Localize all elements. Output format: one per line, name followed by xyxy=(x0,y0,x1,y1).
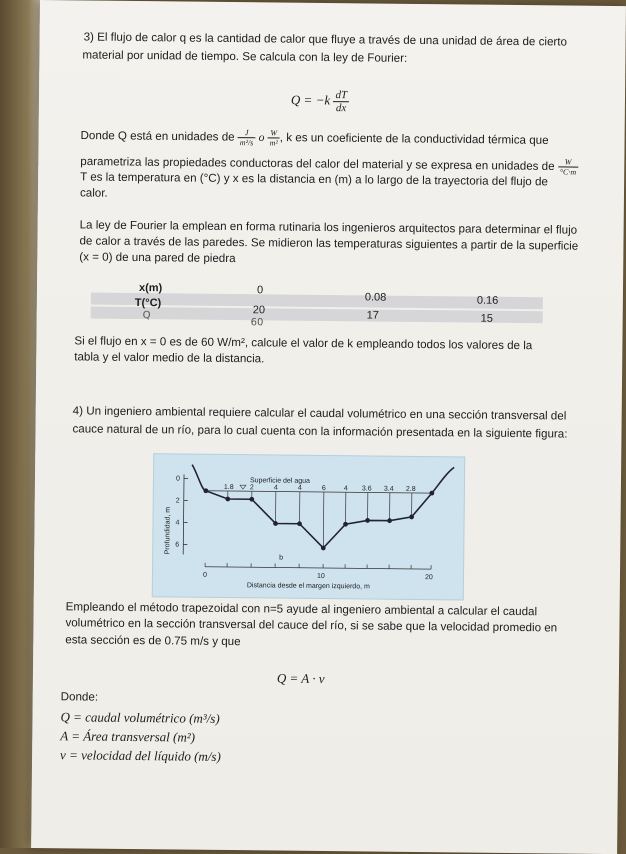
q4-donde: Donde: xyxy=(61,690,99,704)
q3-line2: material por unidad de tiempo. Se calcula con la ley de Fourier: xyxy=(82,48,407,65)
depth-label-2: 2 xyxy=(250,484,254,491)
figure-y-axis-label: Profundidad, m xyxy=(164,507,171,555)
y-tick-0: 0 xyxy=(176,475,180,482)
q4-p1-line2: volumétrico en la sección transversal del cauce del río, si se sabe que la velocidad promedio en xyxy=(65,616,557,635)
q3-T-line: T es la temperatura en (°C) y x es la distancia en (m) a lo largo de la trayectoria del flujo de xyxy=(80,170,548,189)
x-tick-label-10: 10 xyxy=(317,573,325,580)
def-v: v = velocidad del líquido (m/s) xyxy=(60,747,221,765)
table-x-0: 0 xyxy=(257,284,263,296)
depth-line-5 xyxy=(323,492,324,548)
fourier-equation xyxy=(291,89,349,115)
unit-or: o xyxy=(259,131,265,144)
unit3-num: W xyxy=(558,157,578,167)
y-tick-2: 2 xyxy=(176,497,180,504)
river-bed-profile xyxy=(191,465,454,550)
surface-label: Superficie del agua xyxy=(250,477,310,485)
unit1-fraction xyxy=(238,128,256,147)
def-A: A = Área transversal (m²) xyxy=(60,728,195,745)
q3-line1: 3) El flujo de calor q es la cantidad de calor que fluye a través de una unidad de área de cierto xyxy=(84,30,568,49)
depth-label-7: 3.6 xyxy=(362,485,372,492)
fourier-lhs: Q = −k xyxy=(291,92,330,107)
x-axis-line xyxy=(205,567,431,569)
q4-line1: 4) Un ingeniero ambiental requiere calcular el caudal volumétrico en una sección transversal del xyxy=(73,404,567,423)
table-header-T: T(°C) xyxy=(135,297,162,309)
units-prefix: Donde Q está en unidades de xyxy=(81,129,235,144)
unit3-den: °C·m xyxy=(558,167,578,176)
y-axis-line xyxy=(183,475,184,555)
x-tick-label-20: 20 xyxy=(425,574,433,581)
handwritten-Q: Q xyxy=(143,310,151,321)
q4-p1-line1: Empleando el método trapezoidal con n=5 ayude al ingeniero ambiental a calcular el caudal xyxy=(66,600,538,619)
unit3-fraction xyxy=(558,157,579,176)
depth-point-1 xyxy=(225,497,230,502)
river-cross-section-figure xyxy=(152,453,465,600)
depth-label-3: 4 xyxy=(274,484,278,491)
unit2-fraction xyxy=(268,128,280,147)
depth-label-5: 6 xyxy=(322,485,326,492)
q3-p2-line2: de calor a través de las paredes. Se midieron las temperaturas siguientes a partir de la superficie xyxy=(79,234,578,253)
param-text: parametriza las propiedades conductoras del calor del material y se expresa en unidades de xyxy=(80,155,554,173)
table-T-1: 17 xyxy=(367,309,379,321)
figure-x-axis-label: Distancia desde el margen izquierdo, m xyxy=(247,582,370,590)
document-page xyxy=(31,0,626,854)
depth-label-8: 3.4 xyxy=(384,486,394,493)
surface-marker-icon xyxy=(240,485,246,489)
depth-label-1: 1.8 xyxy=(224,484,234,491)
q3-p2-line1: La ley de Fourier la emplean en forma rutinaria los ingenieros arquitectos para determinar el flujo xyxy=(80,218,578,237)
water-surface-line xyxy=(206,491,432,493)
q3-p2-line3: (x = 0) de una pared de piedra xyxy=(79,250,235,266)
depth-label-9: 2.8 xyxy=(406,486,416,493)
table-T-0: 20 xyxy=(253,304,265,316)
flow-equation: Q = A · v xyxy=(277,671,325,687)
q4-p1-line3: esta sección es de 0.75 m/s y que xyxy=(65,633,240,649)
unit2-num: W xyxy=(268,128,280,138)
y-tick-4: 4 xyxy=(175,519,179,526)
unit1-den: m²/s xyxy=(238,138,256,147)
handwritten-60: 60 xyxy=(251,317,264,328)
table-T-2: 15 xyxy=(481,313,493,325)
depth-label-6: 4 xyxy=(344,485,348,492)
river-figure-svg xyxy=(153,454,464,599)
unit1-num: J xyxy=(238,128,256,138)
temperature-table xyxy=(91,285,543,290)
def-Q: Q = caudal volumétrico (m³/s) xyxy=(60,709,219,727)
q4-line2: cauce natural de un río, para lo cual cuenta con la información presentada en la siguiente figura: xyxy=(72,422,567,441)
y-tick-6: 6 xyxy=(175,541,179,548)
depth-point-8 xyxy=(387,518,392,523)
table-x-1: 0.08 xyxy=(365,291,387,303)
q3-calor-line: calor. xyxy=(80,186,108,200)
figure-extra-mark: b xyxy=(279,555,283,562)
fourier-num: dT xyxy=(333,89,349,102)
unit2-den: m² xyxy=(268,138,280,147)
x-tick-label-0: 0 xyxy=(203,572,207,579)
depth-point-7 xyxy=(365,518,370,523)
table-x-2: 0.16 xyxy=(477,295,499,307)
units-suffix: , k es un coeficiente de la conductividad térmica que xyxy=(280,131,549,147)
fourier-fraction xyxy=(333,89,349,114)
q3-p3-line2: tabla y el valor medio de la distancia. xyxy=(74,350,264,366)
q3-units-line xyxy=(80,126,548,150)
fourier-den: dx xyxy=(333,102,349,114)
table-header-x: x(m) xyxy=(139,282,162,294)
q3-p3-line1: Si el flujo en x = 0 es de 60 W/m², calcule el valor de k empleando todos los valores de la xyxy=(74,334,532,353)
depth-label-4: 4 xyxy=(298,485,302,492)
